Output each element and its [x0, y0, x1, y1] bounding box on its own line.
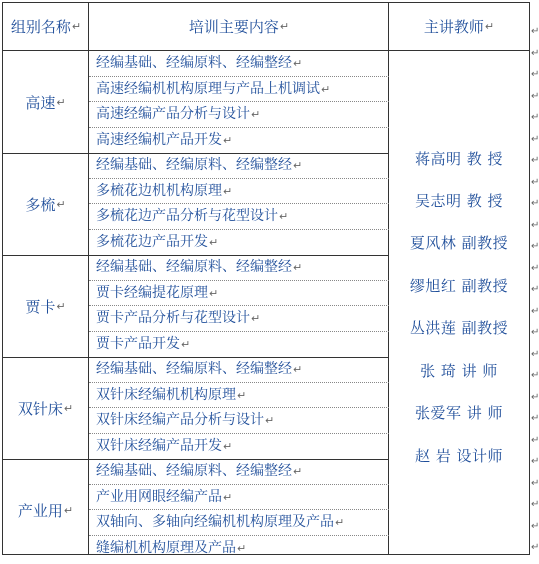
paragraph-mark: ↵	[251, 108, 261, 121]
paragraph-mark: ↵	[56, 299, 66, 313]
content-item-text: 多梳花边机机构原理	[96, 182, 222, 199]
paragraph-mark: ↵	[293, 261, 303, 274]
teacher-name: 夏风林 副教授	[409, 234, 509, 252]
paragraph-mark: ↵	[223, 439, 233, 453]
group-name: 双针床	[17, 399, 63, 418]
teacher-name: 张爱军 讲 师	[414, 404, 504, 422]
content-item-text: 高速经编机机构原理与产品上机调试	[96, 80, 320, 97]
header-group-cell	[3, 3, 89, 51]
paragraph-mark: ↵	[293, 57, 303, 70]
content-item-text: 多梳花边产品开发	[96, 233, 208, 250]
row-end-mark: ↵	[531, 370, 539, 381]
header-group-label: 组别名称	[10, 18, 71, 36]
content-item	[89, 102, 389, 128]
paragraph-mark: ↵	[63, 401, 74, 415]
content-item	[89, 408, 389, 434]
content-item-text: 双针床经编机机构原理	[96, 386, 236, 403]
content-item-text: 经编基础、经编原料、经编整经	[96, 463, 292, 479]
header-teacher-cell	[389, 3, 529, 51]
paragraph-mark: ↵	[293, 363, 303, 376]
paragraph-mark: ↵	[237, 541, 247, 555]
group-name: 贾卡	[25, 297, 56, 316]
training-table	[2, 2, 530, 555]
paragraph-mark: ↵	[71, 20, 82, 33]
content-item	[89, 230, 389, 256]
content-item	[89, 510, 389, 536]
row-end-mark: ↵	[531, 456, 539, 467]
paragraph-mark: ↵	[223, 184, 233, 198]
group-name-cell	[3, 51, 88, 153]
content-item	[89, 459, 389, 485]
header-teacher-label: 主讲教师	[423, 18, 484, 36]
content-item-text: 贾卡产品开发	[96, 335, 180, 352]
row-end-mark: ↵	[531, 47, 539, 59]
paragraph-mark: ↵	[293, 465, 303, 478]
content-item	[89, 306, 389, 332]
group-name-cell	[3, 153, 88, 255]
content-item	[89, 255, 389, 281]
paragraph-mark: ↵	[63, 503, 74, 517]
content-item-text: 高速经编产品分析与设计	[96, 106, 250, 122]
row-end-mark: ↵	[531, 413, 539, 424]
teacher-name: 蒋高明 教 授	[414, 150, 504, 168]
row-end-mark: ↵	[531, 284, 539, 295]
teacher-name: 缪旭红 副教授	[409, 277, 509, 295]
row-end-mark: ↵	[531, 176, 539, 188]
content-item-text: 产业用网眼经编产品	[96, 488, 222, 505]
content-item-text: 经编基础、经编原料、经编整经	[96, 157, 292, 173]
row-end-mark: ↵	[531, 520, 539, 532]
content-item-text: 双针床经编产品开发	[96, 437, 222, 454]
content-item-text: 贾卡经编提花原理	[96, 284, 208, 301]
content-item	[89, 179, 389, 205]
content-item	[89, 332, 389, 358]
row-end-mark: ↵	[531, 391, 539, 403]
row-end-mark: ↵	[531, 155, 539, 166]
teacher-name: 吴志明 教 授	[414, 192, 504, 210]
row-end-mark: ↵	[531, 262, 539, 274]
paragraph-mark: ↵	[223, 490, 233, 504]
paragraph-mark: ↵	[335, 516, 345, 529]
row-end-mark: ↵	[531, 90, 539, 102]
content-item	[89, 383, 389, 409]
paragraph-mark: ↵	[293, 159, 303, 172]
content-item	[89, 204, 389, 230]
paragraph-mark: ↵	[279, 20, 290, 33]
row-end-mark: ↵	[531, 241, 539, 252]
content-item-text: 经编基础、经编原料、经编整经	[96, 55, 292, 71]
content-item	[89, 128, 389, 154]
row-end-mark: ↵	[531, 477, 539, 489]
content-item-text: 经编基础、经编原料、经编整经	[96, 259, 292, 275]
paragraph-mark: ↵	[279, 210, 289, 223]
group-name: 高速	[25, 93, 56, 112]
row-end-mark: ↵	[531, 198, 539, 209]
content-item-text: 双轴向、多轴向经编机机构原理及产品	[96, 514, 334, 530]
row-end-mark: ↵	[531, 434, 539, 446]
group-name-cell	[3, 255, 88, 357]
content-item-text: 经编基础、经编原料、经编整经	[96, 361, 292, 377]
content-item	[89, 51, 389, 77]
row-end-mark: ↵	[531, 499, 539, 510]
paragraph-mark: ↵	[237, 388, 247, 402]
paragraph-mark: ↵	[209, 235, 219, 249]
content-item-text: 贾卡产品分析与花型设计	[96, 310, 250, 326]
row-end-mark: ↵	[531, 327, 539, 338]
paragraph-mark: ↵	[209, 286, 219, 300]
row-end-mark: ↵	[531, 348, 539, 360]
row-end-mark: ↵	[531, 305, 539, 317]
teacher-name: 赵 岩 设计师	[414, 447, 504, 465]
paragraph-mark: ↵	[56, 197, 66, 211]
content-item	[89, 485, 389, 511]
header-content-label: 培训主要内容	[188, 18, 279, 36]
paragraph-mark: ↵	[56, 95, 66, 109]
paragraph-mark: ↵	[251, 312, 261, 325]
teacher-name: 丛洪莲 副教授	[409, 319, 509, 337]
teacher-name: 张 琦 讲 师	[420, 362, 498, 380]
group-name-cell	[3, 459, 88, 561]
group-name: 多梳	[25, 195, 56, 214]
content-item	[89, 77, 389, 103]
content-item	[89, 153, 389, 179]
content-item-text: 高速经编机产品开发	[96, 131, 222, 148]
content-item-text: 缝编机机构原理及产品	[96, 539, 236, 556]
paragraph-mark: ↵	[484, 20, 495, 33]
row-end-mark: ↵	[531, 219, 539, 231]
content-item	[89, 536, 389, 562]
group-name: 产业用	[17, 501, 63, 520]
header-content-cell	[89, 3, 389, 51]
content-item-text: 双针床经编产品分析与设计	[96, 412, 264, 428]
content-item	[89, 281, 389, 307]
content-item-text: 多梳花边产品分析与花型设计	[96, 208, 278, 224]
paragraph-mark: ↵	[181, 337, 191, 351]
group-name-cell	[3, 357, 88, 459]
row-end-mark: ↵	[531, 26, 539, 37]
content-item	[89, 434, 389, 460]
paragraph-mark: ↵	[265, 414, 275, 427]
row-end-mark: ↵	[531, 69, 539, 80]
paragraph-mark: ↵	[223, 133, 233, 147]
paragraph-mark: ↵	[321, 82, 331, 96]
row-end-mark: ↵	[531, 542, 539, 553]
row-end-mark: ↵	[531, 112, 539, 123]
row-end-mark: ↵	[531, 133, 539, 145]
content-item	[89, 357, 389, 383]
